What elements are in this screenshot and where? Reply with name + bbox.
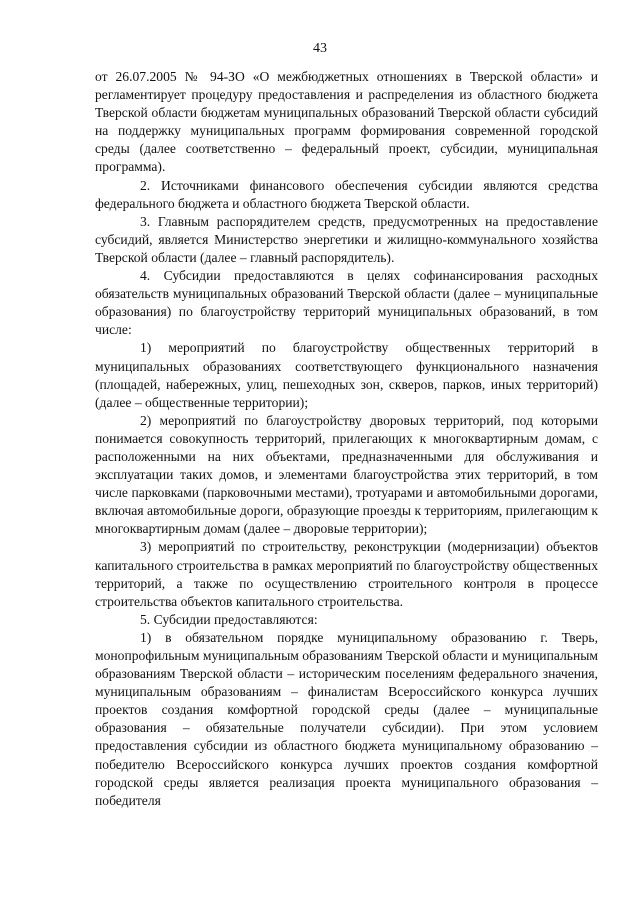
paragraph-item-3: 3. Главным распорядителем средств, предусмотренных на предоставление субсидий, является Министерство энергетики и жилищно-коммунального хозяйства Тверской области (далее – главный распорядитель). (95, 213, 598, 265)
paragraph-intro-continuation: от 26.07.2005 № 94-ЗО «О межбюджетных отношениях в Тверской области» и регламентирует процедуру предоставления и распределения из областного бюджета Тверской области бюджетам муниципальных образований Тверской области субсидий на поддержку муниципальных программ формирования современной городской среды (далее соответственно – федеральный проект, субсидии, муниципальная программа). (95, 69, 598, 175)
paragraph-item-4-3: 3) мероприятий по строительству, реконструкции (модернизации) объектов капитального строительства в рамках мероприятий по благоустройству общественных территорий, а также по осуществлению строительного контроля в процессе строительства объектов капитального строительства. (95, 539, 598, 609)
paragraph-item-4-1: 1) мероприятий по благоустройству общественных территорий в муниципальных образованиях соответствующего функционального назначения (площадей, набережных, улиц, пешеходных зон, скверов, парков, иных территорий) (далее – общественные территории); (95, 340, 598, 410)
paragraph-item-5-1: 1) в обязательном порядке муниципальному образованию г. Тверь, монопрофильным муниципальным образованиям Тверской области и муниципальным образованиям Тверской области – историческим поселениям федерального значения, муниципальным образованиям – финалистам Всероссийского конкурса лучших проектов создания комфортной городской среды (далее – муниципальные образования – обязательные получатели субсидии). При этом условием предоставления субсидии из областного бюджета муниципальному образованию – победителю Всероссийского конкурса лучших проектов создания комфортной городской среды является реализация проекта муниципального образования – победителя (95, 629, 598, 808)
paragraph-item-2: 2. Источниками финансового обеспечения субсидии являются средства федерального бюджета и областного бюджета Тверской области. (95, 177, 598, 211)
paragraph-item-4-2: 2) мероприятий по благоустройству дворовых территорий, под которыми понимается совокупность территорий, прилегающих к многоквартирным домам, с расположенными на них объектами, предназначенными для обслуживания и эксплуатации таких домов, и элементами благоустройства этих территорий, в том числе парковками (парковочными местами), тротуарами и автомобильными дорогами, включая автомобильные дороги, образующие проезды к территориям, прилегающим к многоквартирным домам (далее – дворовые территории); (95, 412, 598, 537)
paragraph-item-5: 5. Субсидии предоставляются: (140, 611, 318, 627)
paragraph-item-4: 4. Субсидии предоставляются в целях софинансирования расходных обязательств муниципальных образований Тверской области (далее – муниципальные образования) по благоустройству территорий муниципальных образований, в том числе: (95, 268, 598, 338)
page-number: 43 (313, 41, 327, 56)
document-body (95, 68, 598, 810)
